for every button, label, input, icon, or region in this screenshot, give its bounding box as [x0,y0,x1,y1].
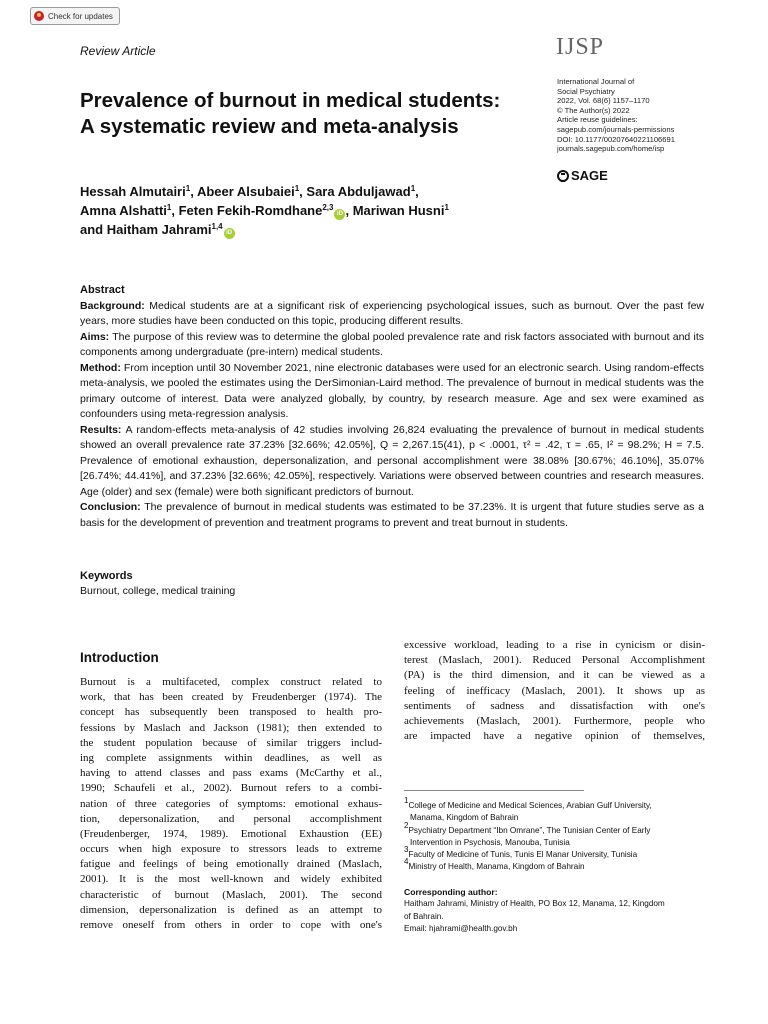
journal-logo: IJSP [556,34,605,60]
footnote-divider [404,790,584,791]
abstract-conclusion [80,500,704,531]
corresponding-address: Haitham Jahrami, Ministry of Health, PO Box 12, Manama, 12, Kingdom [404,899,665,909]
title-line-1: Prevalence of burnout in medical students: [80,89,501,112]
affiliation-item [404,845,704,861]
introduction-heading: Introduction [80,650,159,665]
body-text-line: the student population because of similar triggers includ- [80,736,382,749]
author-name[interactable]: Abeer Alsubaiei [196,184,295,199]
badge-label: Check for updates [48,11,113,21]
affiliation-number: 3 [404,845,409,855]
affiliation-item [404,857,704,873]
sage-mark-icon [557,170,569,182]
corresponding-author [404,886,706,935]
author-list: Hessah Almutairi$^1$, Abeer Alsubaiei$^1$, Sara Abduljawad$^1$, Amna Alshatti$^1$, Feten Fekih-Romdhane$^{2,3}$iD , Mariwan Husni$^1$ and Haitham Jahrami$^{1,4}$iD [80,184,449,237]
journal-info [557,77,757,154]
affiliation-text: Faculty of Medicine of Tunis, Tunis El Manar University, Tunisia [408,850,638,860]
abstract-background [80,299,704,330]
body-text-line: terest (Maslach, 2001). Reduced Personal Accomplishment [404,654,705,667]
corresponding-heading: Corresponding author: [404,887,498,897]
abstract-aims [80,330,704,361]
body-text-line: tion, depersonalization, and personal accomplishment [80,812,382,825]
body-text-line: (Freudenberger, 1974, 1989). Emotional Exhaustion (EE) [80,827,382,840]
affiliations-list [404,796,704,874]
author-name[interactable]: Amna Alshatti [80,203,167,218]
body-text-line: achievements (Maslach, 2001). Furthermore, people who [404,714,705,727]
body-text-line: feeling of inefficacy (Maslach, 2001). It shows up as [404,684,705,697]
body-text-line: are impacted have a negative opinion of themselves, [404,730,705,743]
affiliation-text: Psychiatry Department “Ibn Omrane”, The Tunisian Center of Early [408,825,651,835]
body-text-line: concept has subsequently been transposed to health pro- [80,706,382,719]
body-column-left [80,675,382,933]
journal-info-doi[interactable]: DOI: 10.1177/00207640221106691 [557,134,675,144]
journal-info-line[interactable]: sagepub.com/journals-permissions [557,124,675,134]
results-label: Results: [80,423,122,436]
method-label: Method: [80,361,121,374]
abstract-method [80,361,704,423]
abstract-heading: Abstract [80,284,125,296]
author-name[interactable]: Sara Abduljawad [306,184,411,199]
affiliation-ref: 1 [410,184,416,193]
affiliation-number: 4 [404,857,409,867]
body-text-line: fessions by Maslach and Jackson (1981); then extended to [80,721,382,734]
body-text-line: fatigue and feelings of being emotionally drained (Maslach, [80,858,382,871]
conclusion-text: The prevalence of burnout in medical students was estimated to be 37.23%. It is urgent that future studies serve as a basis for the development of prevention and treatment programs to prevent and treat burnout in students. [80,501,704,529]
author-conjunction: and [80,222,107,237]
author-name[interactable]: Haitham Jahrami [106,222,212,237]
body-text-line: (PA) is the third dimension, and it can be viewed as a [404,669,705,682]
body-text-line: ing complete assignments within deadlines, as well as [80,751,382,764]
body-text-line: work, that has been created by Freudenberger (1974). The [80,691,382,704]
article-title [80,88,560,140]
author-name[interactable]: Hessah Almutairi [80,184,186,199]
affiliation-text-cont: Manama, Kingdom of Bahrain [410,813,519,823]
title-line-2: A systematic review and meta-analysis [80,115,459,138]
body-text-line: remove oneself from others in order to cope with one's [80,919,382,931]
body-text-line: occurs when high exposure to stressors leads to extreme [80,843,382,856]
affiliation-number: 1 [404,796,409,805]
body-column-right [404,638,705,744]
affiliation-ref: 1,4 [211,222,223,231]
crossmark-icon [34,11,44,21]
abstract-results [80,423,704,501]
background-text: Medical students are at a significant risk of experiencing psychological issues, such as burnout. Over the past few years, more studies have been conducted on this topic, producing different results. [80,299,704,327]
sage-logo-text: SAGE [571,168,608,183]
aims-label: Aims: [80,330,110,343]
abstract-section [80,283,704,531]
journal-info-line: © The Author(s) 2022 [557,105,630,115]
body-text-line: Burnout is a multifaceted, complex construct related to [80,676,382,688]
affiliation-ref: 1 [166,203,172,212]
body-text-line: 1990; Schaufeli et al., 2002). Burnout refers to a combi- [80,782,382,795]
orcid-icon[interactable]: iD [224,228,235,239]
body-text-line: excessive workload, leading to a rise in cynicism or disin- [404,639,705,651]
background-label: Background: [80,299,145,312]
body-text-line: sentiments of sadness and dissatisfaction with one's [404,699,705,712]
journal-info-line: 2022, Vol. 68(6) 1157–1170 [557,96,650,106]
body-text-line: characteristic of burnout (Maslach, 2001). The second [80,888,382,901]
aims-text: The purpose of this review was to determine the global pooled prevalence rate and risk factors associated with burnout and its components among undergraduate (pre-intern) medical students. [80,330,704,358]
method-text: From inception until 30 November 2021, nine electronic databases were used for an electronic search. Using random-effects meta-analysis, we pooled the estimates using the DerSimonian-Laird method. The prevalence of burnout in medical students was the primary outcome of interest. Data were analyzed globally, by country, by research measure. Age and sex were examined as confounders using meta-regression analysis. [80,361,704,420]
keywords-section [80,569,480,599]
keywords-list: Burnout, college, medical training [80,585,236,597]
keywords-heading: Keywords [80,570,133,582]
orcid-icon[interactable]: iD [334,209,345,220]
body-text-line: nation of three categories of symptoms: emotional exhaus- [80,797,382,810]
affiliation-ref: 2,3 [322,203,334,212]
author-name[interactable]: Mariwan Husni [352,203,445,218]
results-text: A random-effects meta-analysis of 42 studies involving 26,824 evaluating the prevalence of burnout in medical students showed an overall prevalence rate 37.23% [32.66%; 42.05%], Q = 2,267.15(41), p < .0001, τ² = .42, τ = .65, I² = 98.2%; H = 7.5. Prevalence of emotional exhaustion, depersonalization, and personal accomplishment were 38.08% [30.67%; 46.10%], 35.07% [26.74%; 44.41%], and 37.23% [32.66%; 42.05%], respectively. Variations were observed between countries and research measures. Age (older) and sex (female) were both significant predictors of burnout. [80,423,704,498]
author-name[interactable]: Feten Fekih-Romdhane [178,203,323,218]
check-for-updates-badge[interactable] [30,7,120,25]
affiliation-text: Ministry of Health, Manama, Kingdom of Bahrain [408,862,585,872]
journal-info-line[interactable]: journals.sagepub.com/home/isp [557,144,665,154]
article-type: Review Article [80,44,156,58]
affiliation-ref: 1 [444,203,449,212]
affiliation-item [404,796,704,812]
conclusion-label: Conclusion: [80,501,141,513]
body-text-line: dimension, depersonalization is defined as an attempt to [80,903,382,916]
affiliation-number: 2 [404,820,409,830]
journal-info-line: International Journal of [557,77,635,86]
journal-info-line: Article reuse guidelines: [557,115,638,125]
sage-logo [557,168,608,183]
corresponding-email[interactable]: Email: hjahrami@health.gov.bh [404,923,518,933]
affiliation-text: College of Medicine and Medical Sciences, Arabian Gulf University, [408,801,652,810]
body-text-line: having to attend classes and pass exams (McCarthy et al., [80,767,382,780]
affiliation-text-cont: Intervention in Psychosis, Manouba, Tunisia [410,837,570,847]
affiliation-item [404,820,704,837]
body-text-line: 2001). It is the most well-known and widely exhibited [80,873,382,886]
affiliation-ref: 1 [294,184,300,193]
corresponding-address-cont: of Bahrain. [404,911,444,921]
affiliation-ref: 1 [185,184,191,193]
journal-info-line: Social Psychiatry [557,86,615,96]
